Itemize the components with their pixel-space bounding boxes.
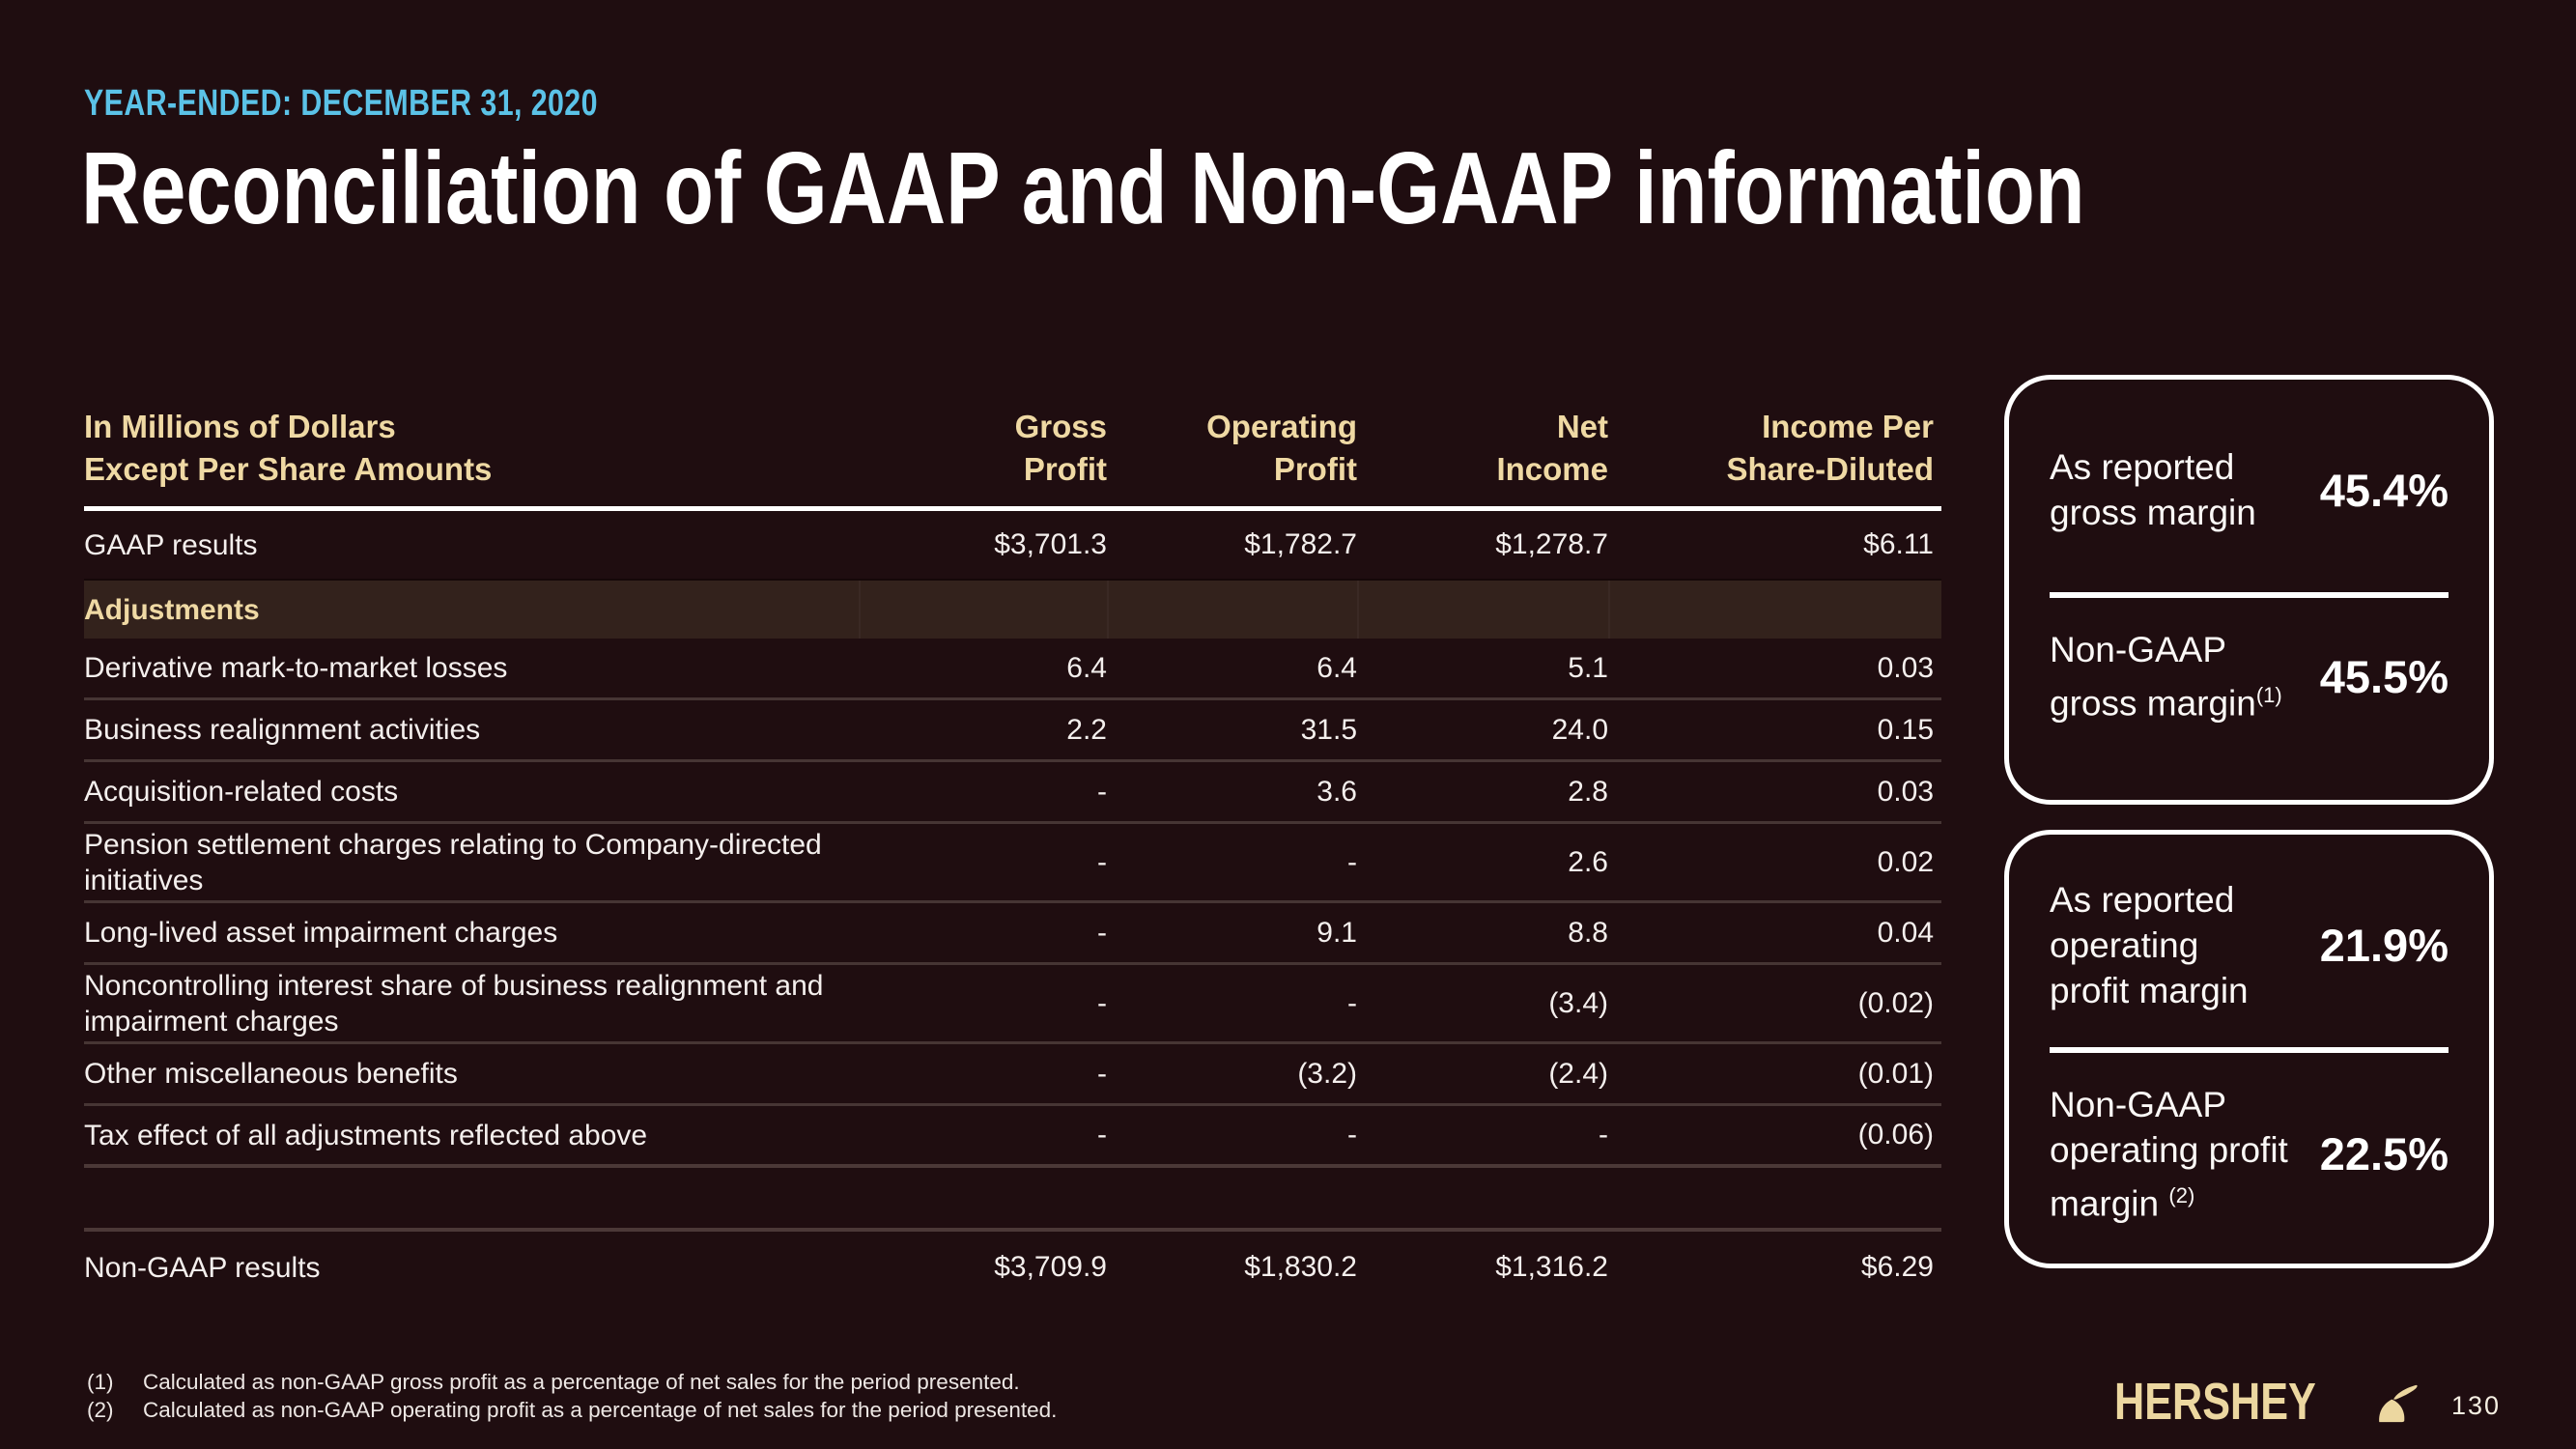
page-title — [81, 131, 2576, 245]
table-row-tax-effect: Tax effect of all adjustments reflected above - - - (0.06) — [84, 1106, 1941, 1168]
as-reported-operating-margin-value: 21.9% — [2319, 919, 2449, 971]
table-row-business-realignment: Business realignment activities 2.2 31.5 24.0 0.15 — [84, 700, 1941, 762]
band-divider — [859, 581, 861, 639]
table-spacer — [84, 1168, 1941, 1232]
footnote-2: (2) Calculated as non-GAAP operating profit as a percentage of net sales for the period presented. — [87, 1398, 1058, 1422]
table-row-gaap-results: GAAP results $3,701.3 $1,782.7 $1,278.7 $6.11 — [84, 528, 1934, 561]
nongaap-operating-margin-value: 22.5% — [2319, 1128, 2449, 1180]
table-header-rowhead — [84, 406, 878, 491]
footnote-1: (1) Calculated as non-GAAP gross profit as a percentage of net sales for the period presented. — [87, 1370, 1020, 1394]
col-header-income-per-share: Income Per Share-Diluted — [1726, 409, 1934, 487]
nongaap-operating-margin-row — [2009, 1082, 2489, 1226]
col-header-net-income: Net Income — [1496, 409, 1608, 487]
col-header-gross-profit: Gross Profit — [1014, 409, 1107, 487]
reconciliation-table — [84, 406, 1941, 1303]
band-divider — [1107, 581, 1109, 639]
col-header-operating-profit: Operating Profit — [1206, 409, 1357, 487]
nongaap-operating-margin-label: Non-GAAP operating profit margin $^{(2)}$ — [2050, 1085, 2288, 1224]
table-row-nongaap-results: Non-GAAP results $3,709.9 $1,830.2 $1,316.2 $6.29 — [84, 1251, 1934, 1284]
band-divider — [1608, 581, 1610, 639]
nongaap-gross-margin-row — [2009, 627, 2489, 725]
as-reported-gross-margin-row — [2009, 387, 2489, 592]
page-number: 130 — [2450, 1390, 2501, 1420]
table-header-row — [84, 406, 1941, 506]
table-row-long-lived-impairment: Long-lived asset impairment charges - 9.1 8.8 0.04 — [84, 903, 1941, 965]
table-section-adjustments: Adjustments — [84, 579, 1941, 639]
nongaap-gross-margin-label: Non-GAAP gross margin$^{(1)}$ — [2050, 630, 2282, 724]
hershey-logo: HERSHEY — [2113, 1373, 2316, 1431]
card-divider — [2050, 592, 2449, 598]
operating-margin-card — [2004, 830, 2494, 1268]
footnote-ref-2: (2) — [2168, 1183, 2195, 1208]
table-row-acquisition-costs: Acquisition-related costs - 3.6 2.8 0.03 — [84, 762, 1941, 824]
as-reported-operating-margin-row — [2009, 842, 2489, 1047]
footnotes — [87, 1368, 1057, 1424]
as-reported-gross-margin-label: As reported gross margin — [2050, 447, 2256, 532]
table-row-derivative-losses: Derivative mark-to-market losses 6.4 6.4 5.1 0.03 — [84, 639, 1941, 700]
as-reported-operating-margin-label: As reported operating profit margin — [2050, 879, 2249, 1010]
table-row-noncontrolling-interest: Noncontrolling interest share of business realignment and impairment charges - - (3.4) (0.02) — [84, 965, 1941, 1044]
band-divider — [1357, 581, 1359, 639]
kicker-text: YEAR-ENDED: DECEMBER 31, 2020 — [84, 83, 598, 124]
table-row-other-miscellaneous: Other miscellaneous benefits - (3.2) (2.4) (0.01) — [84, 1044, 1941, 1106]
as-reported-gross-margin-value: 45.4% — [2319, 464, 2449, 516]
rowhead-line1: In Millions of Dollars — [84, 409, 396, 444]
gross-margin-card — [2004, 375, 2494, 805]
rowhead-line2: Except Per Share Amounts — [84, 451, 493, 487]
brand-block — [2114, 1372, 2501, 1432]
card-divider — [2050, 1047, 2449, 1053]
slide-kicker — [84, 83, 726, 125]
footnote-ref-1: (1) — [2255, 683, 2282, 707]
page-title-text: Reconciliation of GAAP and Non-GAAP information — [81, 131, 2085, 245]
hershey-kiss-icon — [2368, 1380, 2419, 1427]
table-row-pension-settlement: Pension settlement charges relating to Company-directed initiatives - - 2.6 0.02 — [84, 824, 1941, 903]
nongaap-gross-margin-value: 45.5% — [2319, 650, 2449, 702]
